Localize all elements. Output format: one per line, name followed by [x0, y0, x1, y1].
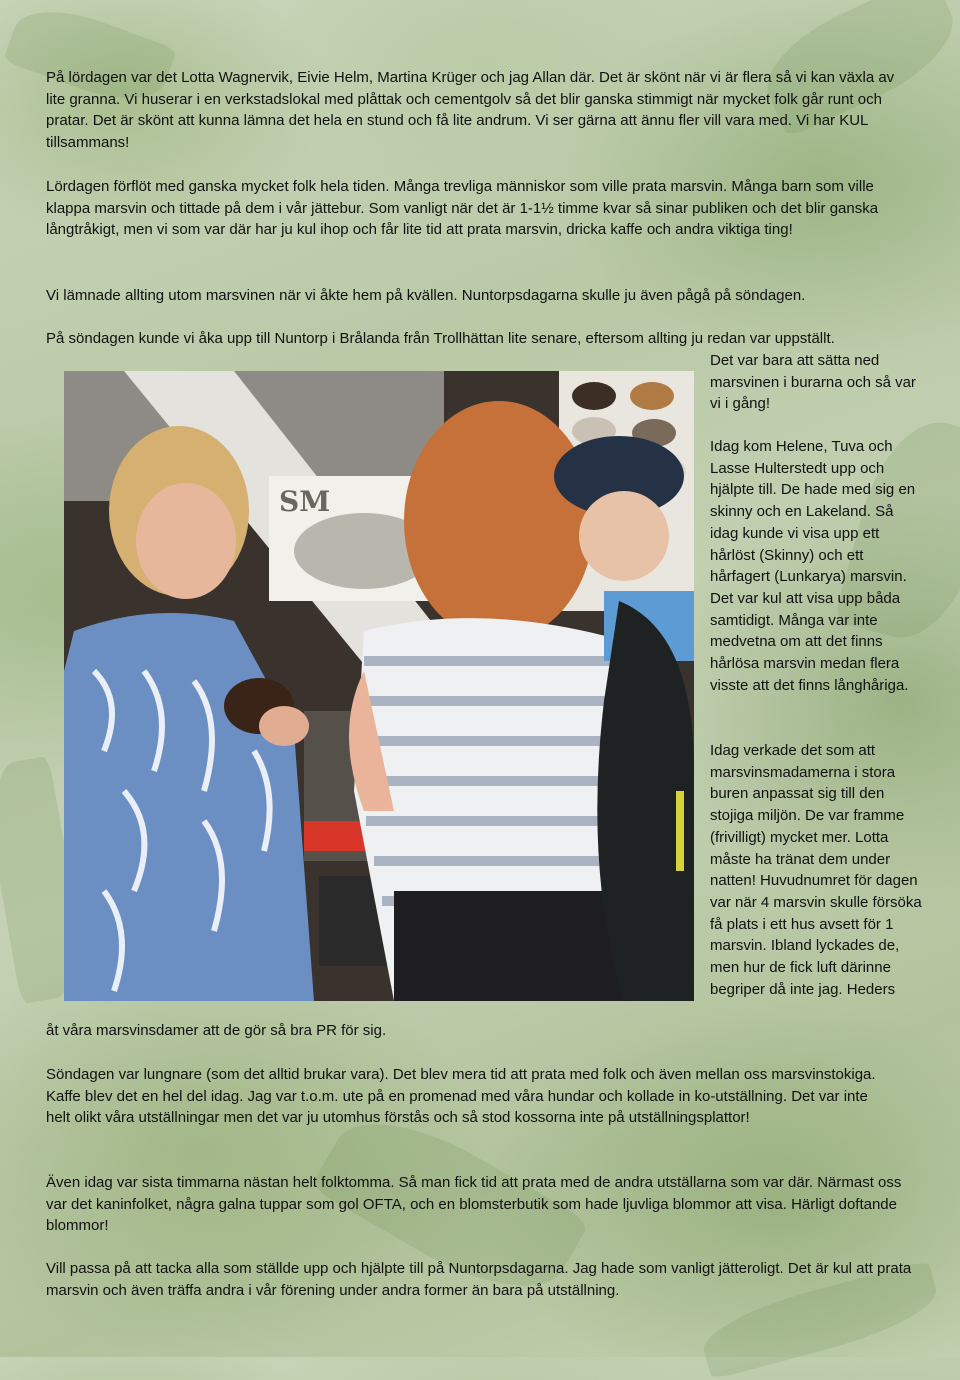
paragraph-thanks: Vill passa på att tacka alla som ställde upp och hjälpte till på Nuntorpsdagarna. Jag hade som vanligt jätteroligt. Det är kul att prata marsvin och även träffa andra i vår förening under andra former än bara på utställning. [46, 1260, 912, 1299]
photo-woman-left-face [136, 483, 236, 599]
event-photo [64, 371, 694, 1001]
paragraph-sunday-arrival: På söndagen kunde vi åka upp till Nuntorp i Brålanda från Trollhättan lite senare, eftersom allting ju redan var uppställt. [46, 330, 835, 347]
photo-poster-pet [630, 382, 674, 410]
paragraph-sunday-calm: Söndagen var lungnare (som det alltid brukar vara). Det blev mera tid att prata med folk och även mellan oss marsvinstokiga. Kaffe blev det en hel del idag. Jag var t.o.m. ute på en promenad med våra hundar och kollade in ko-utställning. Det var inte helt olikt våra utställningar men det var ju utomhus förstås och så stod kossorna inte på utställningsplattor! [46, 1066, 876, 1127]
event-photo-illustration [64, 371, 694, 1001]
photo-child-face [579, 491, 669, 581]
paragraph-saturday-intro: På lördagen var det Lotta Wagnervik, Eivie Helm, Martina Krüger och jag Allan där. Det är skönt när vi är flera så vi kan växla av lite granna. Vi huserar i en verkstadslokal med plåttak och cementgolv så det blir ganska stimmigt när mycket folk går runt och pratar. Det är skönt att kunna lämna det hela en stund och få lite andrum. Vi ser gärna att ännu fler vill vara med. Vi har KUL tillsammans! [46, 69, 895, 152]
photo-woman-right-hair [404, 401, 594, 641]
side-paragraph-setup: Det var bara att sätta ned marsvinen i burarna och så var vi i gång! [710, 352, 916, 413]
side-paragraph-cage: Idag verkade det som att marsvinsmadamerna i stora buren anpassat sig till den stojiga miljön. De var framme (frivilligt) mycket mer. Lotta måste ha tränat dem under natten! Huvudnumret för dagen var när 4 marsvin skulle försöka få plats i ett hus avsett för 1 marsvin. Ibland lyckades de, men hur de fick luft därinne begriper då inte jag. Heders [710, 742, 922, 998]
paragraph-saturday-visitors: Lördagen förflöt med ganska mycket folk hela tiden. Många trevliga människor som ville prata marsvin. Många barn som ville klappa marsvin och tittade på dem i vår jättebur. Som vanligt när det är 1-1½ timme kvar så sinar publiken och det blir ganska långtråkigt, men vi som var där har ju kul ihop och får lite tid att prata marsvin, dricka kaffe och andra viktiga ting! [46, 178, 879, 239]
paragraph-credit: åt våra marsvinsdamer att de gör så bra PR för sig. [46, 1022, 387, 1039]
photo-sign-text: SM [279, 485, 331, 518]
paragraph-saturday-evening: Vi lämnade allting utom marsvinen när vi åkte hem på kvällen. Nuntorpsdagarna skulle ju även pågå på söndagen. [46, 287, 806, 304]
photo-poster-pet [572, 382, 616, 410]
paragraph-last-hours: Även idag var sista timmarna nästan helt folktomma. Så man fick tid att prata med de andra utställarna som var där. Närmast oss var det kaninfolket, några galna tuppar som gol OFTA, och en blomsterbutik som hade ljuvliga blommor att visa. Härligt doftande blommor! [46, 1174, 902, 1235]
photo-woman-left-hands [259, 706, 309, 746]
side-paragraph-helpers: Idag kom Helene, Tuva och Lasse Hulterstedt upp och hjälpte till. De hade med sig en skinny och en Lakeland. Så idag kunde vi visa upp ett hårlöst (Skinny) och ett hårfagert (Lunkarya) marsvin. Det var kul att visa upp båda samtidigt. Många var inte medvetna om att det finns hårlösa marsvin medan flera visste att det finns långhåriga. [710, 438, 916, 694]
photo-backpack-strap [676, 791, 684, 871]
